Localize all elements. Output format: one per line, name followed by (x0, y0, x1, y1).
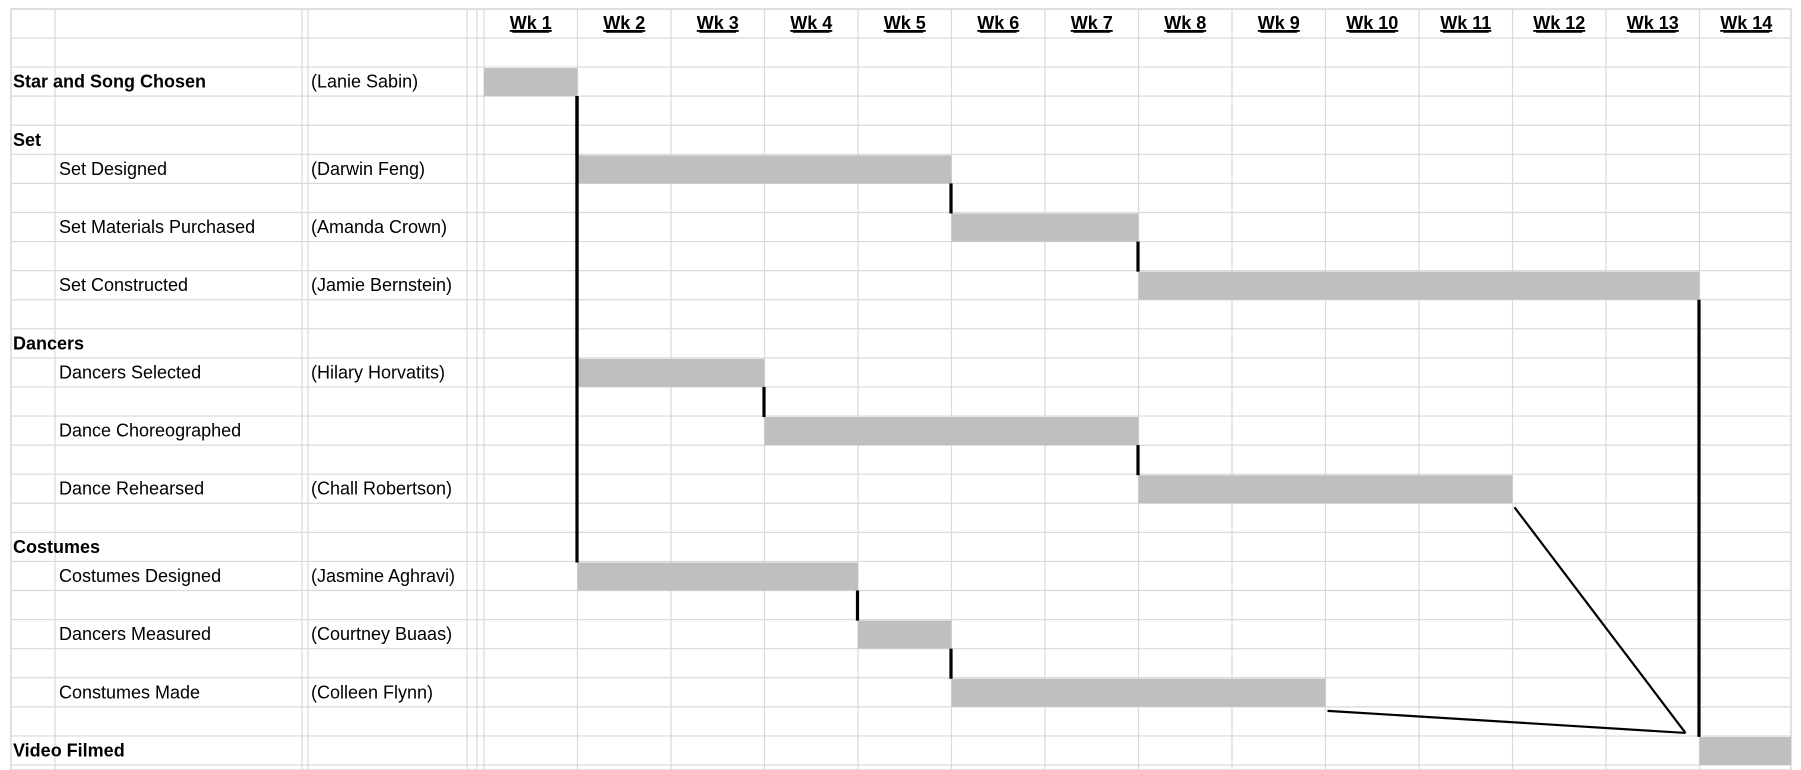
week-header-label: Wk 6 (977, 13, 1020, 33)
task-owner: (Courtney Buaas) (311, 624, 453, 645)
week-header-label: Wk 13 (1626, 13, 1679, 33)
week-header-label: Wk 1 (509, 13, 552, 33)
week-header-label: Wk 9 (1257, 13, 1300, 33)
task-owner: (Lanie Sabin) (311, 71, 419, 92)
week-header-label: Wk 3 (696, 13, 739, 33)
gantt-bar (484, 68, 578, 96)
task-owner: (Colleen Flynn) (311, 682, 434, 703)
gantt-bar (1139, 272, 1700, 300)
task-label: Costumes Designed (59, 565, 222, 586)
group-label: Star and Song Chosen (13, 71, 207, 92)
task-label: Set Materials Purchased (59, 217, 256, 238)
task-owner: (Amanda Crown) (311, 217, 448, 238)
group-label: Set (13, 129, 42, 150)
task-label: Dance Choreographed (59, 420, 242, 441)
task-owner: (Jasmine Aghravi) (311, 565, 456, 586)
week-header-label: Wk 2 (603, 13, 646, 33)
gantt-bar (765, 417, 1139, 445)
task-owner: (Hilary Horvatits) (311, 362, 446, 383)
grid-layer (11, 9, 1791, 770)
gantt-bar (952, 679, 1326, 707)
task-label: Dance Rehearsed (59, 478, 205, 499)
week-header-label: Wk 7 (1070, 13, 1113, 33)
group-label: Costumes (13, 536, 101, 557)
task-label: Set Designed (59, 158, 168, 179)
task-owner: (Chall Robertson) (311, 478, 453, 499)
week-header-label: Wk 8 (1164, 13, 1207, 33)
gantt-bar (578, 155, 952, 183)
gantt-bar (952, 213, 1139, 241)
gantt-bar (578, 562, 859, 590)
task-label: Set Constructed (59, 275, 189, 296)
gantt-bar (1139, 475, 1513, 503)
week-header-label: Wk 11 (1440, 13, 1492, 33)
group-label: Video Filmed (13, 740, 125, 761)
gantt-bar (858, 621, 952, 649)
task-label: Constumes Made (59, 682, 201, 703)
gantt-bar (578, 359, 765, 387)
dependency-link (1328, 711, 1686, 733)
week-header-label: Wk 12 (1533, 13, 1586, 33)
task-label: Dancers Selected (59, 362, 202, 383)
task-owner: (Darwin Feng) (311, 158, 426, 179)
week-header-label: Wk 14 (1720, 13, 1773, 33)
group-label: Dancers (13, 333, 85, 354)
week-header-label: Wk 10 (1346, 13, 1399, 33)
gantt-bar (1700, 737, 1792, 765)
task-owner: (Jamie Bernstein) (311, 275, 453, 296)
week-header-label: Wk 5 (883, 13, 926, 33)
week-header-label: Wk 4 (790, 13, 833, 33)
task-label: Dancers Measured (59, 624, 212, 645)
grid-border (11, 9, 1791, 770)
